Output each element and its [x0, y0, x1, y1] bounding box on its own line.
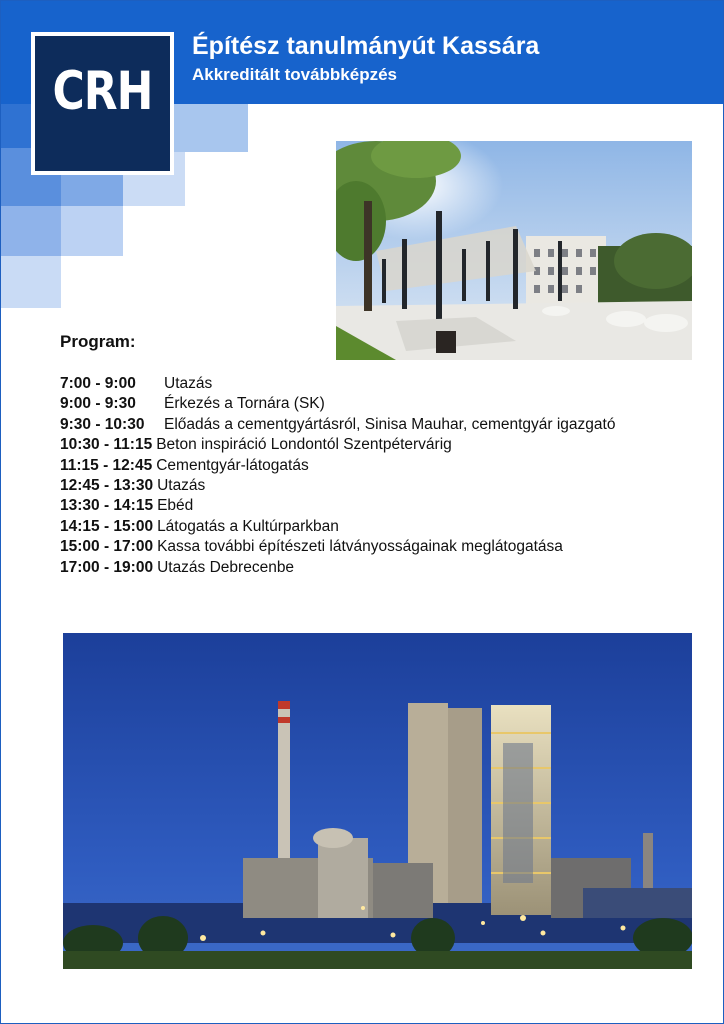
cement-plant-photo	[63, 633, 692, 969]
page-title: Építész tanulmányút Kassára	[192, 32, 540, 60]
schedule-time: 12:45 - 13:30	[60, 476, 154, 494]
schedule-row	[60, 374, 615, 394]
schedule-activity: Látogatás a Kultúrparkban	[157, 517, 339, 535]
crh-logo	[31, 32, 174, 175]
schedule-row	[60, 435, 615, 455]
schedule-activity: Érkezés a Tornára (SK)	[164, 395, 325, 413]
schedule-activity: Előadás a cementgyártásról, Sinisa Mauhar, cementgyár igazgató	[164, 415, 616, 433]
schedule-activity: Ebéd	[157, 497, 194, 515]
schedule-activity: Beton inspiráció Londontól Szentpétervárig	[156, 436, 452, 454]
schedule-row	[60, 456, 615, 476]
schedule-row	[60, 537, 615, 557]
schedule-activity: Utazás Debrecenbe	[157, 558, 295, 576]
program-heading: Program:	[60, 332, 136, 351]
schedule-activity: Kassa további építészeti látványosságainak meglátogatása	[157, 538, 563, 556]
schedule-time: 9:00 - 9:30	[60, 395, 136, 413]
schedule-row	[60, 476, 615, 496]
schedule-row	[60, 394, 615, 414]
schedule-time: 14:15 - 15:00	[60, 517, 154, 535]
schedule-activity: Utazás	[164, 375, 213, 392]
schedule-row	[60, 415, 615, 435]
park-photo	[336, 141, 692, 360]
page-subtitle: Akkreditált továbbképzés	[192, 65, 398, 84]
program-schedule	[60, 374, 615, 578]
logo-text: CRH	[52, 60, 153, 123]
schedule-row	[60, 558, 615, 578]
schedule-time: 9:30 - 10:30	[60, 415, 145, 433]
schedule-row	[60, 517, 615, 537]
schedule-time: 11:15 - 12:45	[60, 456, 153, 474]
schedule-time: 10:30 - 11:15	[60, 436, 153, 454]
schedule-time: 7:00 - 9:00	[60, 375, 136, 392]
schedule-time: 15:00 - 17:00	[60, 538, 154, 556]
schedule-time: 17:00 - 19:00	[60, 558, 154, 576]
schedule-row	[60, 496, 615, 516]
schedule-time: 13:30 - 14:15	[60, 497, 154, 515]
schedule-activity: Cementgyár-látogatás	[156, 456, 309, 474]
schedule-activity: Utazás	[157, 476, 206, 494]
